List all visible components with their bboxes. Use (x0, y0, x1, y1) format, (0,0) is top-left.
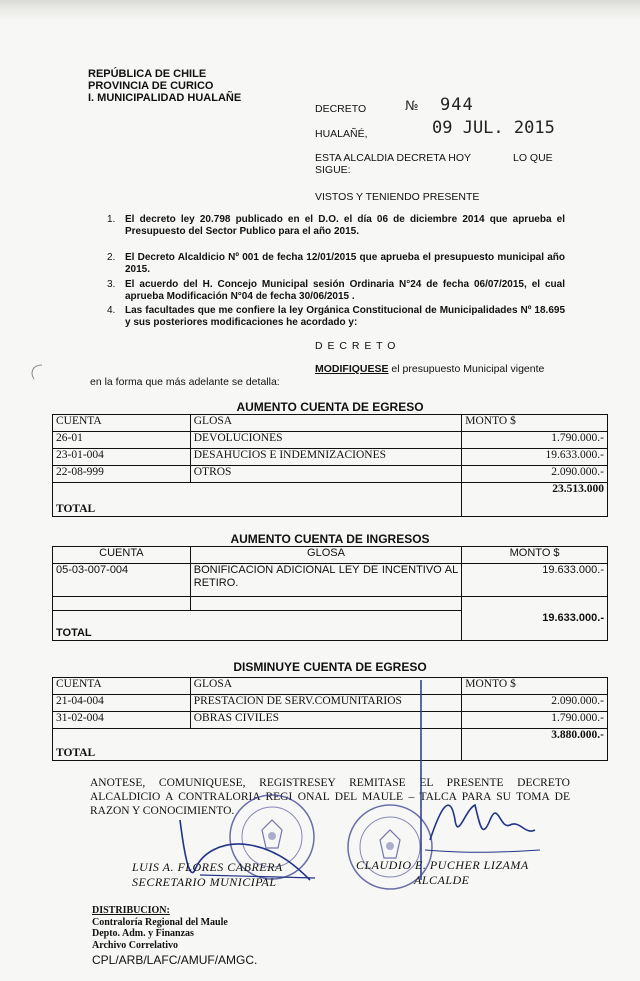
table-row (53, 695, 608, 712)
cell-glosa: DEVOLUCIONES (190, 432, 462, 449)
secretario-title: SECRETARIO MUNICIPAL (132, 875, 277, 889)
table-total-row (53, 729, 608, 761)
file-stamp-icon (405, 97, 419, 113)
header-cuenta: CUENTA (53, 415, 191, 432)
modify-rest: el presupuesto Municipal vigente (388, 363, 545, 375)
empty-cell (53, 597, 191, 611)
alcalde-name: CLAUDIO E. PUCHER LIZAMA (356, 858, 529, 872)
cell-monto: 1.790.000.- (462, 712, 608, 729)
empty-cell (190, 597, 461, 611)
cell-glosa: OBRAS CIVILES (190, 712, 462, 729)
header-cuenta: CUENTA (53, 547, 191, 564)
cell-glosa: OTROS (190, 466, 462, 483)
header-monto: MONTO $ (462, 415, 608, 432)
total-value: 3.880.000.- (462, 729, 608, 761)
modify-line2: en la forma que más adelante se detalla: (90, 376, 280, 388)
table-aumento-ingresos (52, 546, 608, 641)
header-line-municipalidad: I. MUNICIPALIDAD HUALAÑE (88, 92, 242, 104)
table-disminuye-egreso (52, 677, 608, 761)
modify-keyword: MODIFIQUESE (315, 363, 389, 375)
initials-line: CPL/ARB/LAFC/AMUF/AMGC. (92, 953, 258, 967)
cell-monto: 2.090.000.- (462, 695, 608, 712)
total-value: 19.633.000.- (462, 597, 608, 641)
svg-text:№: № (405, 99, 419, 113)
signer-alcalde (356, 858, 529, 888)
table-row (53, 449, 608, 466)
header-glosa: GLOSA (190, 415, 462, 432)
signer-secretario (132, 860, 283, 890)
item-number: 3. (107, 279, 116, 290)
header-glosa: GLOSA (190, 547, 461, 564)
distribution-line: Contraloría Regional del Maule (92, 916, 228, 928)
distribution-title: DISTRIBUCION: (92, 905, 170, 916)
cell-cuenta: 21-04-004 (53, 695, 191, 712)
punch-hole-mark (28, 363, 44, 386)
alcalde-title: ALCALDE (414, 873, 470, 887)
decreto-heading: D E C R E T O (315, 340, 397, 352)
item-number: 2. (107, 252, 116, 263)
modify-sentence (315, 363, 565, 375)
table-row (53, 564, 608, 597)
header-line-republica: REPÚBLICA DE CHILE (88, 68, 207, 80)
cell-cuenta: 05-03-007-004 (53, 564, 191, 597)
cell-monto: 2.090.000.- (462, 466, 608, 483)
total-value: 23.513.000 (462, 483, 608, 517)
total-label: TOTAL (53, 483, 462, 517)
header-glosa: GLOSA (190, 678, 462, 695)
decree-intro-right: LO QUE (513, 152, 553, 164)
item-text: El Decreto Alcaldicio Nº 001 de fecha 12/01/2015 que aprueba el presupuesto municipal año 2015. (125, 252, 565, 275)
item-text: El decreto ley 20.798 publicado en el D.O. el día 06 de diciembre 2014 que aprueba el Presupuesto del Sector Publico para el año 2015. (125, 214, 565, 237)
place-label: HUALAÑÉ, (315, 128, 368, 140)
decree-intro: ESTA ALCALDIA DECRETA HOY (315, 152, 471, 164)
distribution-line: Archivo Correlativo (92, 939, 179, 951)
date-stamp: 09 JUL. 2015 (432, 118, 555, 138)
header-line-provincia: PROVINCIA DE CURICO (88, 80, 214, 92)
total-label: TOTAL (53, 611, 462, 641)
secretario-name: LUIS A. FLORES CABRERA (132, 860, 283, 874)
item-number: 4. (107, 305, 116, 316)
cell-cuenta: 31-02-004 (53, 712, 191, 729)
header-monto: MONTO $ (462, 678, 608, 695)
table2-title: AUMENTO CUENTA DE INGRESOS (230, 532, 430, 546)
pen-line-vertical (418, 680, 424, 885)
item-text: El acuerdo del H. Concejo Municipal sesión Ordinaria N°24 de fecha 06/07/2015, el cual aprueba Modificación N°04 de fecha 30/06/2015 . (125, 279, 565, 302)
item-text: Las facultades que me confiere la ley Orgánica Constitucional de Municipalidades Nº 18.695 y sus posteriores modificaciones he acordado y: (125, 305, 565, 328)
decree-label: DECRETO (315, 103, 367, 115)
total-label: TOTAL (53, 729, 462, 761)
cell-glosa: BONIFICACION ADICIONAL LEY DE INCENTIVO AL RETIRO. (190, 564, 461, 597)
table-header-row (53, 678, 608, 695)
table-aumento-egreso (52, 414, 608, 517)
table-row (53, 712, 608, 729)
considerations-list (107, 214, 567, 334)
cell-monto: 19.633.000.- (462, 564, 608, 597)
table1-title: AUMENTO CUENTA DE EGRESO (236, 400, 424, 414)
cell-cuenta: 23-01-004 (53, 449, 191, 466)
cell-glosa: DESAHUCIOS E INDEMNIZACIONES (190, 449, 462, 466)
table-header-row (53, 415, 608, 432)
table-row (53, 466, 608, 483)
table-total-row (53, 483, 608, 517)
cell-cuenta: 22-08-999 (53, 466, 191, 483)
table3-title: DISMINUYE CUENTA DE EGRESO (233, 660, 427, 674)
header-monto: MONTO $ (462, 547, 608, 564)
table-row (53, 432, 608, 449)
cell-monto: 19.633.000.- (462, 449, 608, 466)
decree-intro-cont: SIGUE: (315, 164, 351, 176)
cell-cuenta: 26-01 (53, 432, 191, 449)
table-header-row (53, 547, 608, 564)
vistos-heading: VISTOS Y TENIENDO PRESENTE (315, 191, 480, 203)
header-cuenta: CUENTA (53, 678, 191, 695)
distribution-line: Depto. Adm. y Finanzas (92, 928, 194, 939)
distribution-block (92, 905, 228, 951)
institution-header (88, 68, 241, 104)
item-number: 1. (107, 214, 116, 225)
cell-glosa: PRESTACION DE SERV.COMUNITARIOS (190, 695, 462, 712)
table-row-empty (53, 597, 608, 611)
cell-monto: 1.790.000.- (462, 432, 608, 449)
decree-number-stamp: 944 (440, 95, 474, 115)
closing-paragraph: ANOTESE, COMUNIQUESE, REGISTRESEY REMITASE EL PRESENTE DECRETO ALCALDICIO A CONTRALORIA REGI ONAL DEL MAULE – TALCA PARA SU TOMA DE RAZON Y CONOCIMIENTO. (90, 777, 570, 817)
